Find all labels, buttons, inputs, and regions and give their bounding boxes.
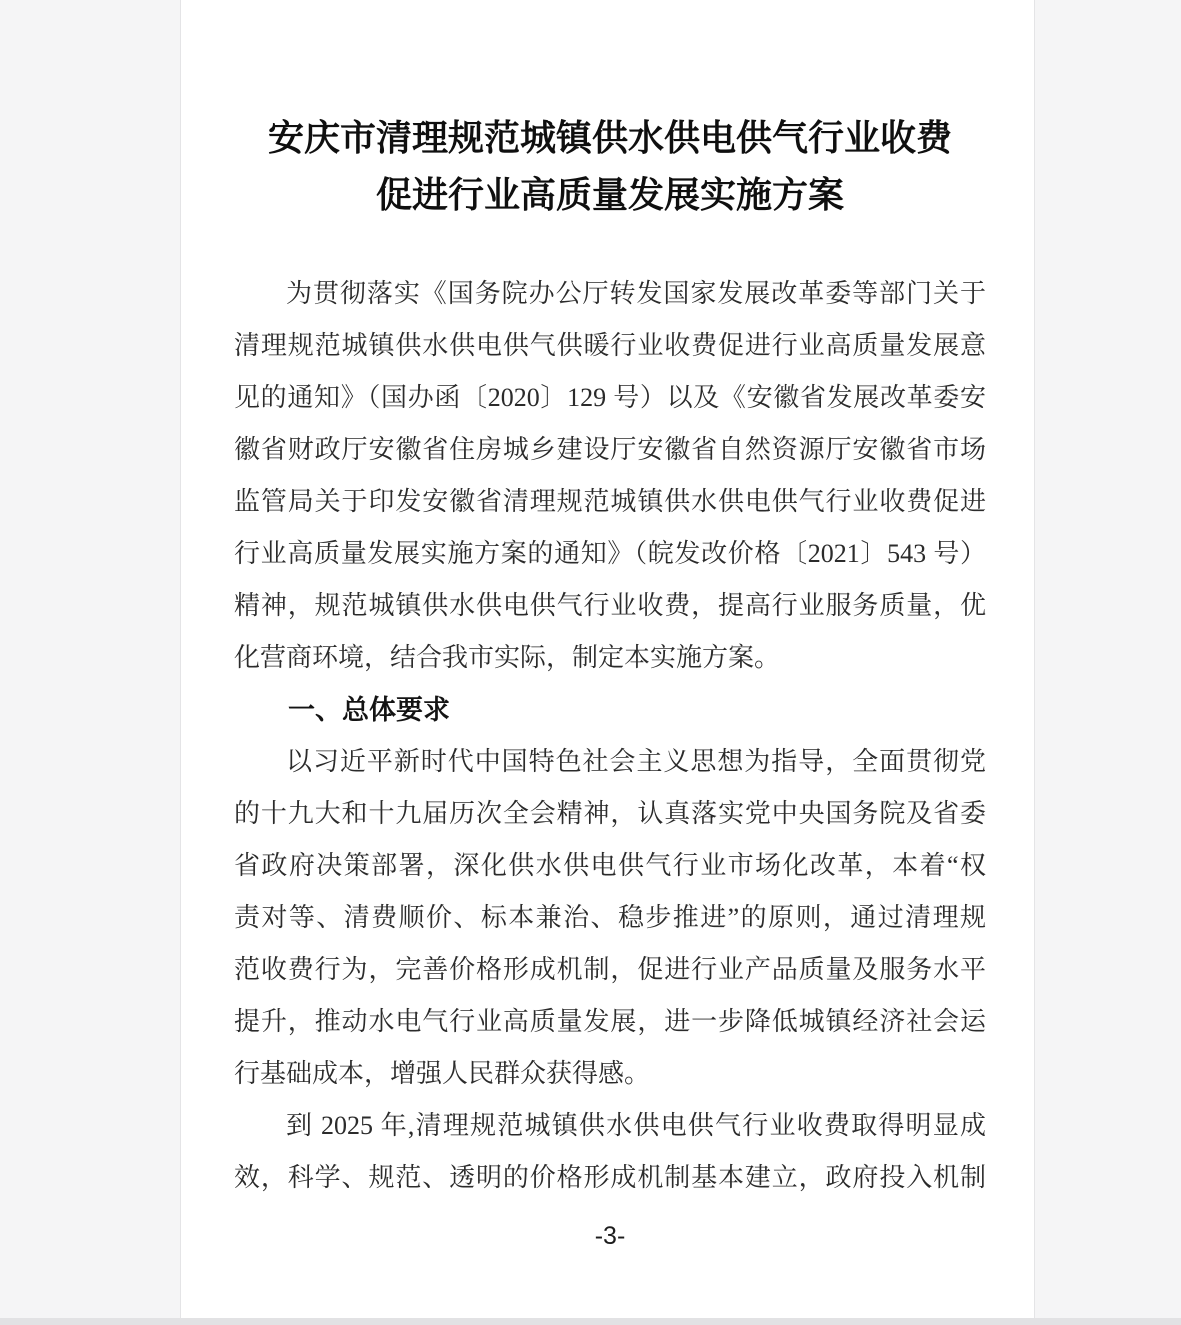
document-title-line-1: 安庆市清理规范城镇供水供电供气行业收费 xyxy=(267,118,952,158)
page-number: -3- xyxy=(594,1222,626,1250)
paragraph-line: 到 2025 年,清理规范城镇供水供电供气行业收费取得明显成 xyxy=(286,1111,986,1140)
paragraph-line: 范收费行为，完善价格形成机制，促进行业产品质量及服务水平 xyxy=(234,955,986,984)
scan-bottom-edge xyxy=(0,1318,1181,1325)
paragraph-line: 效，科学、规范、透明的价格形成机制基本建立，政府投入机制 xyxy=(234,1163,986,1192)
section-heading-1: 一、总体要求 xyxy=(288,695,450,725)
paragraph-line: 省政府决策部署，深化供水供电供气行业市场化改革，本着“权 xyxy=(234,851,986,880)
paragraph-line: 精神，规范城镇供水供电供气行业收费，提高行业服务质量，优 xyxy=(234,591,986,620)
paragraph-line: 提升，推动水电气行业高质量发展，进一步降低城镇经济社会运 xyxy=(234,1007,986,1036)
paragraph-line: 清理规范城镇供水供电供气供暖行业收费促进行业高质量发展意 xyxy=(234,331,986,360)
document-title xyxy=(234,110,986,224)
paragraph-3 xyxy=(234,1100,986,1204)
paragraph-line: 监管局关于印发安徽省清理规范城镇供水供电供气行业收费促进 xyxy=(234,487,986,516)
paragraph-line: 行基础成本，增强人民群众获得感。 xyxy=(234,1059,651,1088)
document-body xyxy=(234,268,986,1252)
paragraph-line: 为贯彻落实《国务院办公厅转发国家发展改革委等部门关于 xyxy=(286,279,986,308)
paragraph-line: 见的通知》（国办函〔2020〕129 号）以及《安徽省发展改革委安 xyxy=(234,383,986,412)
paragraph-1 xyxy=(234,268,986,684)
paragraph-line: 行业高质量发展实施方案的通知》（皖发改价格〔2021〕543 号） xyxy=(234,539,986,568)
document-title-line-2: 促进行业高质量发展实施方案 xyxy=(375,175,844,215)
paragraph-line: 的十九大和十九届历次全会精神，认真落实党中央国务院及省委 xyxy=(234,799,986,828)
paragraph-line: 化营商环境，结合我市实际，制定本实施方案。 xyxy=(234,643,781,672)
paragraph-line: 责对等、清费顺价、标本兼治、稳步推进”的原则，通过清理规 xyxy=(234,903,986,932)
paragraph-line: 徽省财政厅安徽省住房城乡建设厅安徽省自然资源厅安徽省市场 xyxy=(234,435,986,464)
document-page xyxy=(180,0,1035,1318)
paragraph-line: 以习近平新时代中国特色社会主义思想为指导，全面贯彻党 xyxy=(286,747,986,776)
paragraph-2 xyxy=(234,736,986,1100)
